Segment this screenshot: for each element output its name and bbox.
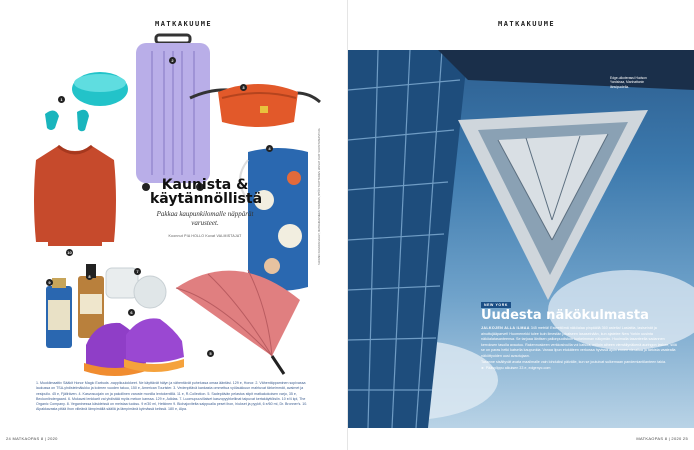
product-number: 7 — [134, 268, 141, 275]
article-text: 345 metriä! Esteettömä näköalaa pinpäällä 360 asteita! Laslattia, lasiseinät ja ainuttujääparvet! Huomenekki tulee kuin ilmestän jokaiseen lasaseinään, kun ajatelee New Yorkin uusinta näköalatasanteensa. Se tarjoaa läntisen pallonpuoliskon korkeimman näkymän. Huoimalla tasanteella sadannen kerroksen tasolla avautuu. Rakennuskeen verkkosivuilla voi katsoa, milloin aiheen viemällynäkenä auringon laskee, sillä se on paras hetki katsella kaupunkia. Vanaa lipun etukäteen verkossa hyvissä ajoin ennen vierailua ja tarkista vaatealla näköttyoiden uusi avautujaan. — [481, 326, 677, 358]
page-subtitle: Pakkaa kaupunkilomalle näppärät varusteet. — [156, 210, 254, 227]
building-illustration — [348, 50, 694, 428]
product-number: 1 — [58, 96, 65, 103]
product-number: 9 — [46, 279, 53, 286]
vertical-credit: SUOMEN KUVAPALVELUT, MATKAKUUMEEN TOIMITUS, MYÖS TUOTTEIDEN HINNAT OVAT SUOSITUSHINTOJA — [318, 128, 321, 265]
product-captions: 1. Muoklimaattiv Sääkit Honor Magic Earbuds -nappikuulokkeet. Ne käyttävät hälyn ja vähentävät puhelussa omaa ääntäsi. 129 e, Honor. 2. Vähentäppaminen sopivassa laukussa on TSA-yhdistelmälukko ja kolmen vuoden takuu, 150 e, American Tourister. 3. Vedenpitävä kankasta ommeltua vyölaukkuun mahtuvat tärkeimmät, avaimet ja vesipullo. 45 e, Fjällräven. 4. Kasvosuojain on ja pakollinen varuste monilla lentokentillä. 11 e, R-Collection. 5. Sadepäivän pelastus stipit matkakokoisen varjo, 35 e, Beckonlindergaard. 6. Mukavat lenkkarit vai yhdistää myös mekon kanssa. 129 e, Adidas. 7. Luomupuuvillaiset kasvopyyhkeliinat taipuvat kertakäyttöisiin. 10 e/4 kpl, The Organic Company. 8. Veganinessa käsideissä on meistaa tuoksu. 9 e/30 ml, Hetkinen 9. Biohajovitelta saippualla peset ihon, hiukset ja pyykit, 6 e/60 ml, Dr. Bronner's. 10. Alpakkavasta pitää ihon viileänä lämpimällä säällä ja lämpimänä kylmässä kelissä. 180 e, Alpa. — [36, 381, 308, 412]
byline: Koonnut PIA HOLLO Kuvat VALMISTAJAT — [168, 234, 242, 238]
sweater-image — [30, 140, 120, 250]
product-number: 5 — [207, 350, 214, 357]
arrow-icon: ► — [481, 365, 485, 370]
page-folio-left: 24 MATKAOPAS 8 | 2020 — [6, 436, 58, 441]
earbuds-image — [35, 66, 135, 136]
section-heading: MATKAKUUME — [155, 20, 213, 28]
photo-caption: Edge-ulkoterassi Hudson Yardsissa, Manhattanin länsipuolella. — [610, 76, 647, 89]
location-tag: NEW YORK — [481, 302, 511, 308]
product-number: 6 — [128, 309, 135, 316]
page-title: Kaunista & käytännöllistä — [150, 177, 263, 207]
article-body — [481, 326, 681, 371]
article-tips: Tasanne sisältyvät avata maailmalle vain lohduiksi päivälle, kun se joutuivat sulkemaan pandemiantilanteen takia. — [481, 360, 667, 364]
product-number: 2 — [169, 57, 176, 64]
article-price — [481, 366, 681, 372]
product-number: 4 — [266, 145, 273, 152]
building-photo — [348, 50, 694, 428]
product-number: 3 — [240, 84, 247, 91]
article-lead: JALKOJEN ALLA ILMAA — [481, 326, 530, 330]
page-folio-right: MATKAOPAS 8 | 2020 25 — [636, 436, 688, 441]
section-heading: MATKAKUUME — [498, 20, 556, 28]
right-page — [347, 0, 694, 450]
price-text: Pääsylippu aikuisen 33 e, edgenyc.com — [485, 365, 551, 370]
product-number: 8 — [86, 273, 93, 280]
product-number: 10 — [67, 250, 72, 255]
waist-bag-image — [188, 72, 323, 132]
umbrella-image — [168, 258, 308, 378]
article-title: Uudesta näkökulmasta — [481, 308, 649, 323]
